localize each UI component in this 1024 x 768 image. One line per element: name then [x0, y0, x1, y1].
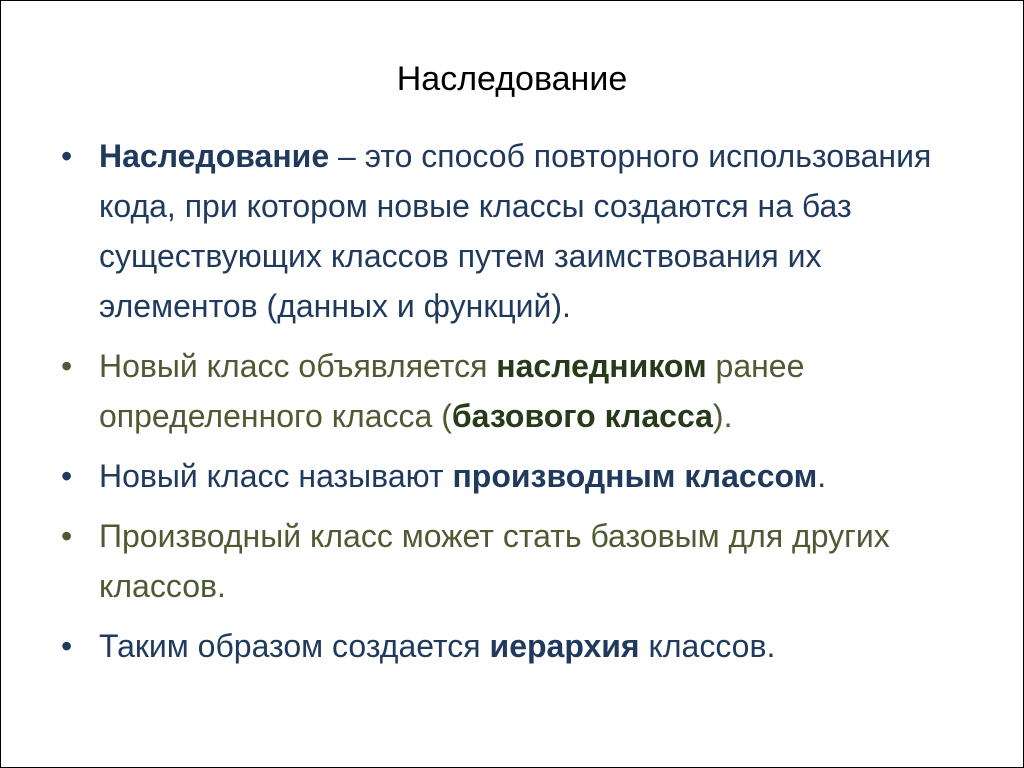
bullet-text: ранее определенного класса (	[99, 348, 805, 434]
term-derived-class: производным классом	[452, 458, 818, 494]
bullet-item-derived-as-base	[61, 511, 961, 611]
bullet-text: ).	[712, 398, 733, 434]
term-heir: наследником	[496, 348, 707, 384]
bullet-marker: •	[61, 518, 73, 554]
bullet-marker: •	[61, 458, 73, 494]
term-base-class: базового класса	[451, 398, 713, 434]
term-hierarchy: иерархия	[489, 628, 640, 664]
bullet-text: классов.	[639, 628, 776, 664]
bullet-text: Таким образом создается	[99, 628, 490, 664]
bullet-list	[61, 131, 961, 681]
bullet-text: – это способ повторного использования кода, при котором новые классы создаются на баз существующих классов путем заимствования их элементов (данных и функций).	[99, 138, 932, 324]
bullet-text: Новый класс объявляется	[99, 348, 497, 384]
bullet-item-derived-class-name	[61, 451, 961, 501]
bullet-marker: •	[61, 628, 73, 664]
bullet-text: Производный класс может стать базовым для других классов.	[99, 518, 890, 604]
bullet-marker: •	[61, 138, 73, 174]
term-inheritance: Наследование	[99, 138, 330, 174]
bullet-item-inheritance-definition	[61, 131, 961, 331]
bullet-text: Новый класс называют	[99, 458, 453, 494]
slide-title: Наследование	[396, 60, 628, 98]
bullet-item-hierarchy	[61, 621, 961, 671]
bullet-marker: •	[61, 348, 73, 384]
bullet-item-derived-declaration	[61, 341, 961, 441]
bullet-text: .	[817, 458, 827, 494]
